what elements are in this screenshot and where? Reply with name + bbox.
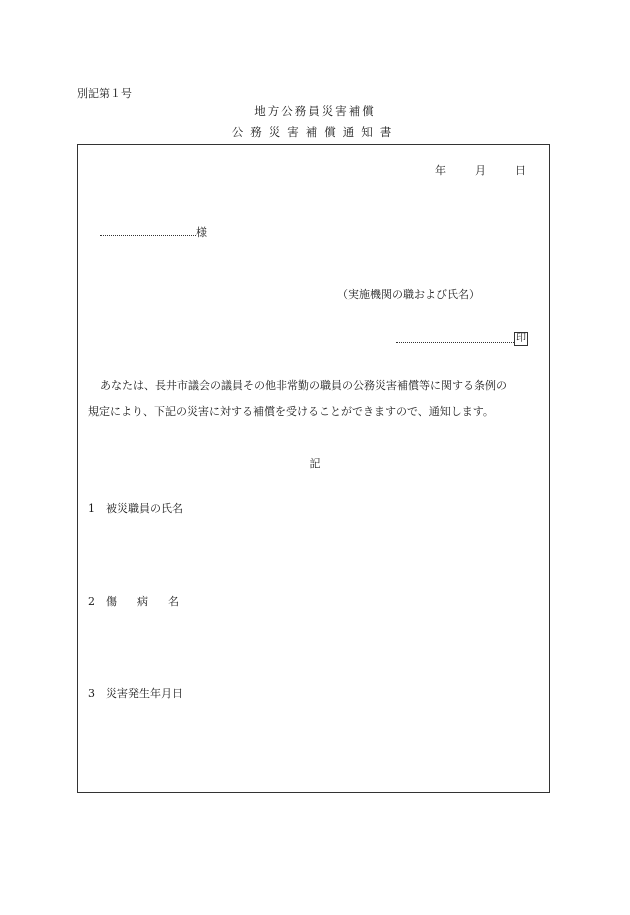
item-number: 2 — [88, 595, 95, 608]
addressee-name-field[interactable] — [100, 226, 196, 236]
seal-mark: 印 — [516, 333, 526, 344]
addressee-row — [100, 224, 207, 240]
notice-body-line-2: 規定により、下記の災害に対する補償を受けることができますので、通知します。 — [88, 405, 494, 418]
issuer-signature-row — [396, 330, 528, 346]
document-title-line-2: 公務災害補償通知書 — [231, 125, 399, 139]
item-label: 被災職員の氏名 — [106, 502, 183, 515]
date-day-label: 日 — [515, 164, 526, 177]
notice-body-line-1: あなたは、長井市議会の議員その他非常勤の職員の公務災害補償等に関する条例の — [100, 379, 507, 392]
notice-body — [88, 373, 540, 425]
form-number: 別記第１号 — [77, 87, 132, 100]
date-month-label: 月 — [475, 164, 486, 177]
addressee-honorific: 様 — [196, 226, 207, 239]
item-number: 3 — [88, 687, 95, 700]
ki-heading: 記 — [309, 457, 321, 470]
issuer-label: （実施機関の職および氏名） — [337, 288, 480, 301]
date-year-label: 年 — [435, 164, 446, 177]
item-label: 災害発生年月日 — [106, 687, 183, 700]
item-disaster-date — [88, 685, 183, 701]
issuer-name-field[interactable] — [396, 330, 514, 343]
item-injury-name — [88, 593, 199, 609]
document-title-line-1: 地方公務員災害補償 — [254, 104, 376, 118]
item-number: 1 — [88, 502, 95, 515]
date-row — [410, 162, 527, 178]
item-label: 傷病名 — [106, 595, 199, 608]
item-victim-name — [88, 500, 183, 516]
